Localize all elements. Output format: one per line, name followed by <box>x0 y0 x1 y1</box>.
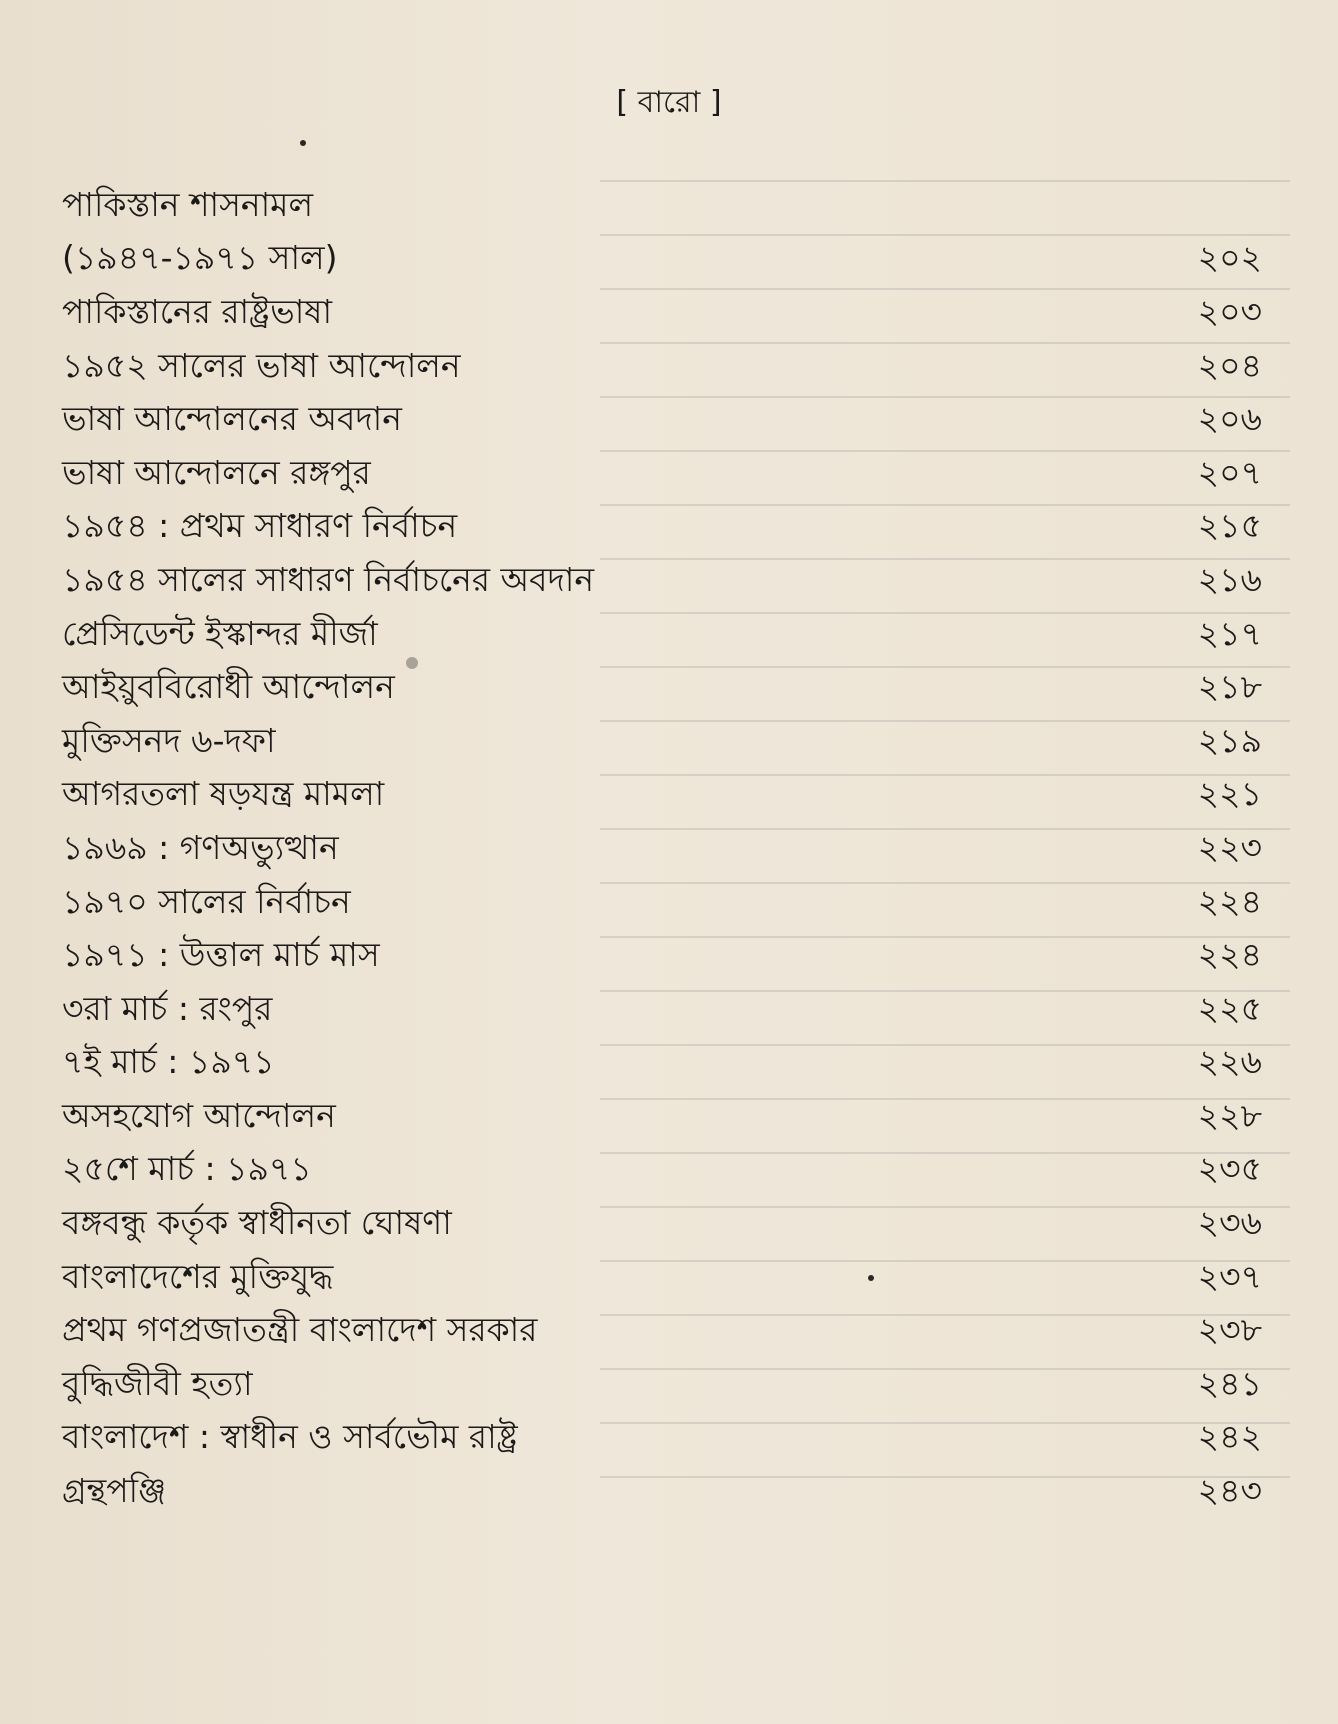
toc-entry <box>62 394 1262 448</box>
toc-entry <box>62 930 1262 984</box>
entry-title: ১৯৬৯ : গণঅভ্যুত্থান <box>62 827 339 867</box>
toc-entry <box>62 287 1262 341</box>
entry-page-number: ২৩৬ <box>1197 1203 1262 1243</box>
toc-entry <box>62 1413 1262 1467</box>
entry-title: গ্রন্থপঞ্জি <box>62 1471 167 1511</box>
entry-page-number: ২১৫ <box>1197 506 1262 546</box>
toc-entry <box>62 662 1262 716</box>
entry-page-number: ২৪২ <box>1197 1417 1262 1457</box>
entry-page-number: ২৪১ <box>1197 1363 1262 1403</box>
toc-entry <box>62 1305 1262 1359</box>
entry-title: ভাষা আন্দোলনে রঙ্গপুর <box>62 452 371 492</box>
entry-page-number: ২১৮ <box>1197 667 1262 707</box>
entry-page-number: ২০৭ <box>1197 452 1262 492</box>
entry-title: প্রথম গণপ্রজাতন্ত্রী বাংলাদেশ সরকার <box>62 1310 538 1350</box>
toc-entry <box>62 1359 1262 1413</box>
toc-entry <box>62 1466 1262 1520</box>
toc-entry <box>62 770 1262 824</box>
entry-title: বঙ্গবন্ধু কর্তৃক স্বাধীনতা ঘোষণা <box>62 1203 452 1243</box>
entry-page-number: ২১৭ <box>1197 613 1262 653</box>
toc-entry <box>62 877 1262 931</box>
entry-title: ১৯৫২ সালের ভাষা আন্দোলন <box>62 345 461 385</box>
entry-title: ভাষা আন্দোলনের অবদান <box>62 399 402 439</box>
entry-page-number: ২২৪ <box>1197 881 1262 921</box>
entry-title: বাংলাদেশ : স্বাধীন ও সার্বভৌম রাষ্ট্র <box>62 1417 518 1457</box>
entry-page-number: ২২৪ <box>1197 935 1262 975</box>
entry-page-number: ২২১ <box>1197 774 1262 814</box>
toc-entry <box>62 1091 1262 1145</box>
speck <box>300 140 306 146</box>
entry-title: অসহযোগ আন্দোলন <box>62 1095 336 1135</box>
entry-page-number: ২০৩ <box>1197 291 1262 331</box>
entry-page-number: ২২৩ <box>1197 827 1262 867</box>
toc-entry <box>62 448 1262 502</box>
entry-title: ১৯৭০ সালের নির্বাচন <box>62 881 351 921</box>
toc-entry <box>62 1145 1262 1199</box>
entry-title: আইয়ুববিরোধী আন্দোলন <box>62 667 395 707</box>
entry-title: আগরতলা ষড়যন্ত্র মামলা <box>62 774 385 814</box>
toc-entry <box>62 341 1262 395</box>
entry-page-number: ২৪৩ <box>1197 1471 1262 1511</box>
toc-entry <box>62 984 1262 1038</box>
entry-page-number: ২১৯ <box>1197 720 1262 760</box>
entry-page-number: ২০২ <box>1197 238 1262 278</box>
page-number-header: [ বারো ] <box>616 85 722 120</box>
toc-entry <box>62 823 1262 877</box>
toc-entry <box>62 502 1262 556</box>
entry-title: পাকিস্তান শাসনামল <box>62 184 314 224</box>
entry-title: (১৯৪৭-১৯৭১ সাল) <box>62 238 338 278</box>
toc-entry <box>62 609 1262 663</box>
entry-title: বুদ্ধিজীবী হত্যা <box>62 1363 253 1403</box>
entry-title: ১৯৫৪ সালের সাধারণ নির্বাচনের অবদান <box>62 559 595 599</box>
entry-title: ৩রা মার্চ : রংপুর <box>62 988 273 1028</box>
entry-title: ২৫শে মার্চ : ১৯৭১ <box>62 1149 312 1189</box>
entry-title: মুক্তিসনদ ৬-দফা <box>62 720 276 760</box>
entry-title: বাংলাদেশের মুক্তিযুদ্ধ <box>62 1256 334 1296</box>
entry-title: ৭ই মার্চ : ১৯৭১ <box>62 1042 275 1082</box>
toc-entry <box>62 555 1262 609</box>
entry-page-number: ২২৫ <box>1197 988 1262 1028</box>
toc-entry <box>62 180 1262 234</box>
entry-page-number: ২২৮ <box>1197 1095 1262 1135</box>
entry-page-number: ২০৬ <box>1197 399 1262 439</box>
toc-entry <box>62 1198 1262 1252</box>
entry-page-number: ২০৪ <box>1197 345 1262 385</box>
entry-page-number: ২২৬ <box>1197 1042 1262 1082</box>
speck <box>868 1275 874 1281</box>
toc-entry <box>62 1038 1262 1092</box>
entry-title: ১৯৭১ : উত্তাল মার্চ মাস <box>62 935 380 975</box>
entry-page-number: ২১৬ <box>1197 559 1262 599</box>
stain <box>406 657 418 669</box>
toc-entry <box>62 234 1262 288</box>
toc-entry <box>62 1252 1262 1306</box>
entry-page-number: ২৩৫ <box>1197 1149 1262 1189</box>
entry-page-number: ২৩৭ <box>1197 1256 1262 1296</box>
toc-entry <box>62 716 1262 770</box>
table-of-contents <box>62 180 1262 1520</box>
entry-page-number: ২৩৮ <box>1197 1310 1262 1350</box>
entry-title: প্রেসিডেন্ট ইস্কান্দর মীর্জা <box>62 613 378 653</box>
entry-title: ১৯৫৪ : প্রথম সাধারণ নির্বাচন <box>62 506 458 546</box>
entry-title: পাকিস্তানের রাষ্ট্রভাষা <box>62 291 333 331</box>
